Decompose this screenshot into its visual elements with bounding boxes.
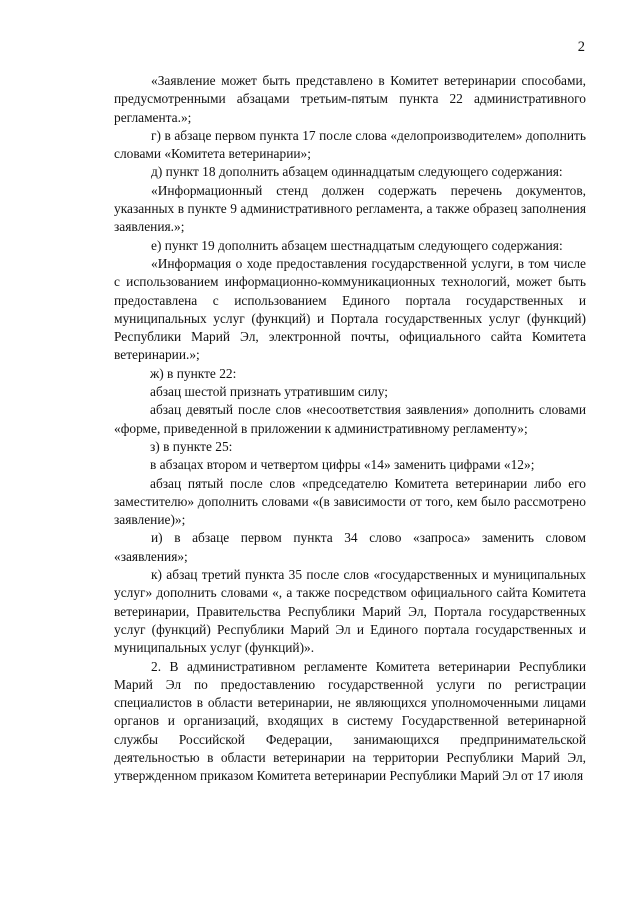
paragraph-section-2: 2. В административном регламенте Комитета ветеринарии Республики Марий Эл по предоставлению государственной услуги по регистрации специалистов в области ветеринарии, не являющихся уполномоченными лицами органов и организаций, входящих в систему Государственной ветеринарной службы Российской Федерации, занимающихся предпринимательской деятельностью в области ветеринарии на территории Республики Марий Эл, утвержденном приказом Комитета ветеринарии Республики Марий Эл от 17 июля — [114, 658, 586, 784]
paragraph-quote-info-stand: «Информационный стенд должен содержать перечень документов, указанных в пункте 9 административного регламента, а также образец заполнения заявления.»; — [114, 182, 586, 235]
paragraph-item-e: е) пункт 19 дополнить абзацем шестнадцатым следующего содержания: — [151, 237, 563, 253]
document-body — [114, 72, 586, 786]
paragraph-item-z: з) в пункте 25: — [150, 438, 233, 454]
paragraph-ninth-amend: абзац девятый после слов «несоответствия заявления» дополнить словами «форме, приведенной в приложении к административному регламенту»; — [114, 402, 586, 436]
paragraph-quote-application: «Заявление может быть представлено в Комитет ветеринарии способами, предусмотренными абзацами третьим-пятым пункта 22 административного регламента.»; — [114, 73, 586, 125]
page-number: 2 — [577, 39, 585, 55]
paragraph-sixth-void: абзац шестой признать утратившим силу; — [150, 384, 388, 400]
paragraph-item-k: к) абзац третий пункта 35 после слов «государственных и муниципальных услуг» дополнить словами «, а также посредством официального сайта Комитета ветеринарии, Правительства Республики Марий Эл, Портала государственных услуг (функций) Республики Марий Эл и Единого портала государственных и муниципальных услуг (функций)». — [114, 567, 586, 656]
paragraph-item-g: г) в абзаце первом пункта 17 после слова «делопроизводителем» дополнить словами «Комитета ветеринарии»; — [114, 127, 586, 162]
paragraph-item-d: д) пункт 18 дополнить абзацем одиннадцатым следующего содержания: — [151, 164, 563, 180]
paragraph-quote-service-info: «Информация о ходе предоставления государственной услуги, в том числе с использованием информационно-коммуникационных технологий, может быть предоставлена с использованием Единого портала государственных и муниципальных услуг (функций) и Портала государственных услуг (функций) Республики Марий Эл, электронной почты, официального сайта Комитета ветеринарии.»; — [114, 255, 586, 363]
paragraph-digits-replace: в абзацах втором и четвертом цифры «14» заменить цифрами «12»; — [150, 457, 535, 473]
paragraph-item-i: и) в абзаце первом пункта 34 слово «запроса» заменить словом «заявления»; — [114, 530, 586, 564]
paragraph-fifth-amend: абзац пятый после слов «председателю Комитета ветеринарии либо его заместителю» дополнить словами «(в зависимости от того, кем было рассмотрено заявление)»; — [114, 475, 586, 528]
paragraph-item-zh: ж) в пункте 22: — [150, 365, 237, 381]
